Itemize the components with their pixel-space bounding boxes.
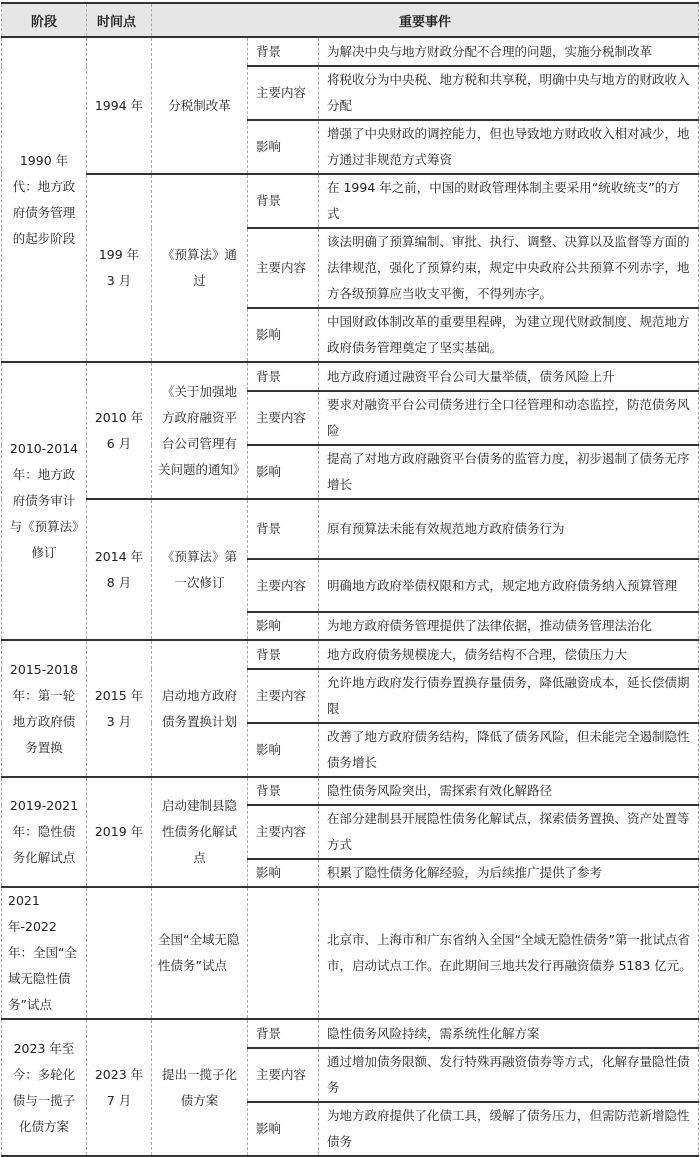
row-text: 隐性债务风险持续，需系统性化解方案 [319, 1019, 699, 1048]
row-text: 原有预算法未能有效规范地方政府债务行为 [319, 499, 699, 559]
row-text: 要求对融资平台公司债务进行全口径管理和动态监控，防范债务风险 [319, 391, 699, 445]
stage-cell: 2019-2021 年：隐性债务化解试点 [2, 777, 87, 887]
event-name-cell: 全国“全域无隐性债务”试点 [152, 887, 248, 1019]
table-row [2, 640, 699, 669]
time-cell: 1994 年 [87, 37, 152, 174]
row-label: 背景 [248, 37, 319, 66]
table-row [2, 362, 699, 391]
table-row [2, 499, 699, 559]
event-name-cell: 启动地方政府债务置换计划 [152, 640, 248, 777]
time-cell: 199 年 3 月 [87, 174, 152, 362]
row-text: 积累了隐性债务化解经验，为后续推广提供了参考 [319, 859, 699, 887]
row-label: 主要内容 [248, 66, 319, 120]
row-text: 改善了地方政府债务结构，降低了债务风险，但未能完全遏制隐性债务增长 [319, 723, 699, 777]
row-text: 通过增加债务限额、发行特殊再融资债券等方式，化解存量隐性债务 [319, 1048, 699, 1102]
time-cell: 2015 年 3 月 [87, 640, 152, 777]
event-name-cell: 《预算法》通过 [152, 174, 248, 362]
stage-cell: 2023 年至今：多轮化债与一揽子化债方案 [2, 1019, 87, 1156]
row-text: 地方政府债务规模庞大，债务结构不合理，偿债压力大 [319, 640, 699, 669]
header-time: 时间点 [87, 3, 152, 37]
row-label: 主要内容 [248, 1048, 319, 1102]
time-cell: 2019 年 [87, 777, 152, 887]
row-label: 主要内容 [248, 391, 319, 445]
row-text: 为解决中央与地方财政分配不合理的问题，实施分税制改革 [319, 37, 699, 66]
table-row [2, 37, 699, 66]
table-row [2, 887, 699, 1019]
row-label: 影响 [248, 612, 319, 640]
table-header-row [2, 3, 699, 37]
row-label [248, 887, 319, 1019]
event-name-cell: 启动建制县隐性债务化解试点 [152, 777, 248, 887]
header-stage: 阶段 [2, 3, 87, 37]
row-label: 影响 [248, 1102, 319, 1156]
time-cell [87, 887, 152, 1019]
table-row [2, 174, 699, 228]
row-text: 地方政府通过融资平台公司大量举债，债务风险上升 [319, 362, 699, 391]
event-name-cell: 《关于加强地方政府融资平台公司管理有关问题的通知》 [152, 362, 248, 499]
row-text: 将税收分为中央税、地方税和共享税，明确中央与地方的财政收入分配 [319, 66, 699, 120]
row-label: 背景 [248, 174, 319, 228]
stage-cell: 2021 年-2022 年：全国“全域无隐性债务”试点 [2, 887, 87, 1019]
row-text: 在 1994 年之前，中国的财政管理体制主要采用“统收统支”的方式 [319, 174, 699, 228]
row-label: 背景 [248, 640, 319, 669]
stage-cell: 2015-2018 年：第一轮地方政府债务置换 [2, 640, 87, 777]
row-label: 背景 [248, 499, 319, 559]
time-cell: 2023 年 7 月 [87, 1019, 152, 1156]
table-row [2, 777, 699, 805]
row-label: 影响 [248, 308, 319, 362]
row-label: 背景 [248, 1019, 319, 1048]
event-name-cell: 《预算法》第一次修订 [152, 499, 248, 640]
row-label: 影响 [248, 723, 319, 777]
row-text: 该法明确了预算编制、审批、执行、调整、决算以及监督等方面的法律规范，强化了预算约束，规定中央政府公共预算不列赤字，地方各级预算应当收支平衡，不得列赤字。 [319, 228, 699, 308]
row-text: 增强了中央财政的调控能力，但也导致地方财政收入相对减少，地方通过非规范方式筹资 [319, 120, 699, 174]
row-text: 中国财政体制改革的重要里程碑，为建立现代财政制度、规范地方政府债务管理奠定了坚实基础。 [319, 308, 699, 362]
time-cell: 2010 年 6 月 [87, 362, 152, 499]
row-text: 允许地方政府发行债券置换存量债务，降低融资成本，延长偿债期限 [319, 669, 699, 723]
time-cell: 2014 年 8 月 [87, 499, 152, 640]
row-label: 主要内容 [248, 559, 319, 612]
event-name-cell: 提出一揽子化债方案 [152, 1019, 248, 1156]
row-label: 主要内容 [248, 669, 319, 723]
document-page [0, 2, 700, 1157]
row-text: 为地方政府债务管理提供了法律依据，推动债务管理法治化 [319, 612, 699, 640]
row-text: 提高了对地方政府融资平台债务的监管力度，初步遏制了债务无序增长 [319, 445, 699, 499]
stage-cell: 2010-2014 年：地方政府债务审计与《预算法》修订 [2, 362, 87, 640]
header-events: 重要事件 [152, 3, 699, 37]
row-text: 在部分建制县开展隐性债务化解试点，探索债务置换、资产处置等方式 [319, 805, 699, 859]
local-debt-timeline-table [1, 2, 699, 1157]
row-label: 主要内容 [248, 805, 319, 859]
row-text: 北京市、上海市和广东省纳入全国“全域无隐性债务”第一批试点省市，启动试点工作。在此期间三地共发行再融资债券 5183 亿元。 [319, 887, 699, 1019]
row-text: 隐性债务风险突出，需探索有效化解路径 [319, 777, 699, 805]
row-text: 为地方政府提供了化债工具，缓解了债务压力，但需防范新增隐性债务 [319, 1102, 699, 1156]
stage-cell: 1990 年代：地方政府债务管理的起步阶段 [2, 37, 87, 362]
row-text: 明确地方政府举债权限和方式，规定地方政府债务纳入预算管理 [319, 559, 699, 612]
row-label: 影响 [248, 445, 319, 499]
event-name-cell: 分税制改革 [152, 37, 248, 174]
table-row [2, 1019, 699, 1048]
row-label: 背景 [248, 777, 319, 805]
row-label: 背景 [248, 362, 319, 391]
row-label: 主要内容 [248, 228, 319, 308]
row-label: 影响 [248, 120, 319, 174]
row-label: 影响 [248, 859, 319, 887]
